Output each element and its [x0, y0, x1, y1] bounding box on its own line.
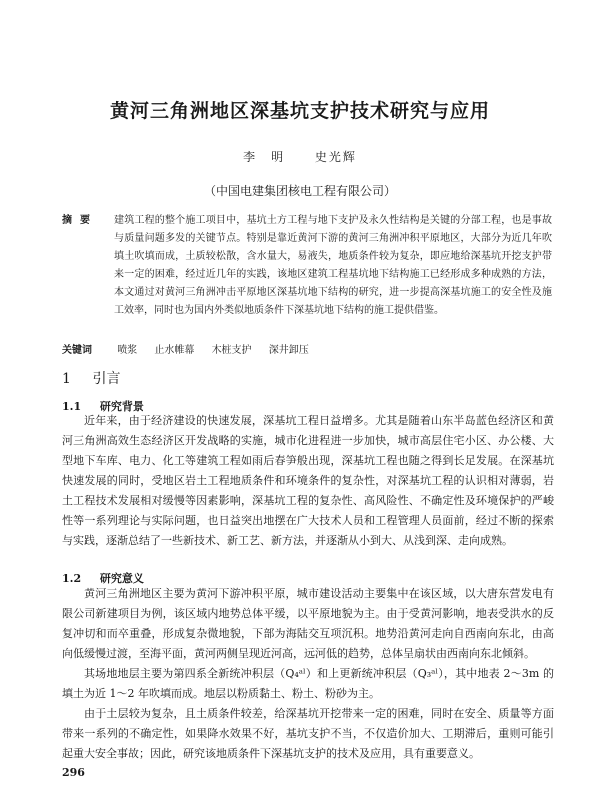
body-paragraph: 由于土层较为复杂，且土质条件较差，给深基坑开挖带来一定的困难，同时在安全、质量等方面带来一系列的不确定性，如果降水效果不好，基坑支护不当，不仅造价加大、工期滞后，重则可能引起重大安全事故；因此，研究该地质条件下深基坑支护的技术及应用，具有重要意义。	[62, 707, 554, 760]
section-heading	[62, 368, 120, 388]
abstract-text: 建筑工程的整个施工项目中，基坑土方工程与地下支护及永久性结构是关键的分部工程，也是事故与质量问题多发的关键节点。特别是靠近黄河下游的黄河三角洲冲积平原地区，大部分为近几年吹填土吹填而成，土质较松散，含水量大，易液失，地质条件较为复杂，即应地给深基坑开挖支护带来一定的困难，经过近几年的实践，该地区建筑工程基坑地下结构施工已经形成多种成熟的方法，本文通过对黄河三角洲冲击平原地区深基坑地下结构的研究，进一步提高深基坑施工的安全性及施工效率，同时也为国内外类似地质条件下深基坑地下结构的施工提供借鉴。	[114, 215, 552, 316]
keywords-line	[62, 341, 552, 356]
keyword: 止水帷幕	[154, 345, 195, 356]
author-name: 李 明	[243, 150, 286, 164]
page-number: 296	[62, 766, 85, 779]
subsection-number: 1.2	[62, 572, 82, 585]
section-number: 1	[62, 371, 71, 387]
subsection-title: 研究意义	[99, 572, 144, 585]
body-paragraph: 其场地地层主要为第四系全新统冲积层（Q₄ᵃˡ）和上更新统冲积层（Q₃ᵃˡ），其中地表 2～3m 的填土为近 1～2 年吹填而成。地层以粉质黏土、粉土、粉砂为主。	[62, 667, 554, 700]
abstract-label: 摘要	[62, 215, 98, 226]
keyword: 深井卸压	[268, 345, 309, 356]
subsection-title: 研究背景	[99, 400, 144, 413]
paper-title: 黄河三角洲地区深基坑支护技术研究与应用	[109, 100, 490, 122]
author-list	[0, 148, 600, 165]
body-paragraph: 近年来，由于经济建设的快速发展，深基坑工程日益增多。尤其是随着山东半岛蓝色经济区和黄河三角洲高效生态经济区开发战略的实施，城市化进程进一步加快，城市高层住宅小区、办公楼、大型地下车库、电力、化工等建筑工程如雨后春笋般出现，深基坑工程也随之得到长足发展。在深基坑快速发展的同时，受地区岩土工程地质条件和环境条件的复杂性，对深基坑工程的认识相对薄弱，岩土工程技术发展相对缓慢等因素影响，深基坑工程的复杂性、高风险性、不确定性及环境保护的严峻性等一系列理论与实际问题，也日益突出地摆在广大技术人员和工程管理人员面前，经过不断的探索与实践，逐渐总结了一些新技术、新工艺、新方法，并逐渐从小到大、从浅到深、走向成熟。	[62, 414, 554, 547]
subsection-number: 1.1	[62, 400, 82, 413]
author-name: 史光辉	[314, 150, 357, 164]
abstract-block	[62, 212, 552, 320]
section-title: 引言	[92, 371, 121, 387]
keyword: 木桩支护	[211, 345, 252, 356]
keywords-label: 关键词	[62, 345, 92, 356]
keyword: 喷浆	[117, 345, 138, 356]
body-paragraph: 黄河三角洲地区主要为黄河下游冲积平原，城市建设活动主要集中在该区域，以大唐东营发电有限公司新建项目为例，该区域内地势总体平缓，以平原地貌为主。由于受黄河影响，地表受洪水的反复冲切和而卒重叠，形成复杂微地貌，下部为海陆交互项沉积。地势沿黄河走向自西南向东北，由高向低缓慢过渡，至海平面，黄河两侧呈现近河高，远河低的趋势，总体呈扇状由西南向东北倾斜。	[62, 587, 554, 660]
affiliation: （中国电建集团核电工程有限公司）	[203, 184, 396, 198]
